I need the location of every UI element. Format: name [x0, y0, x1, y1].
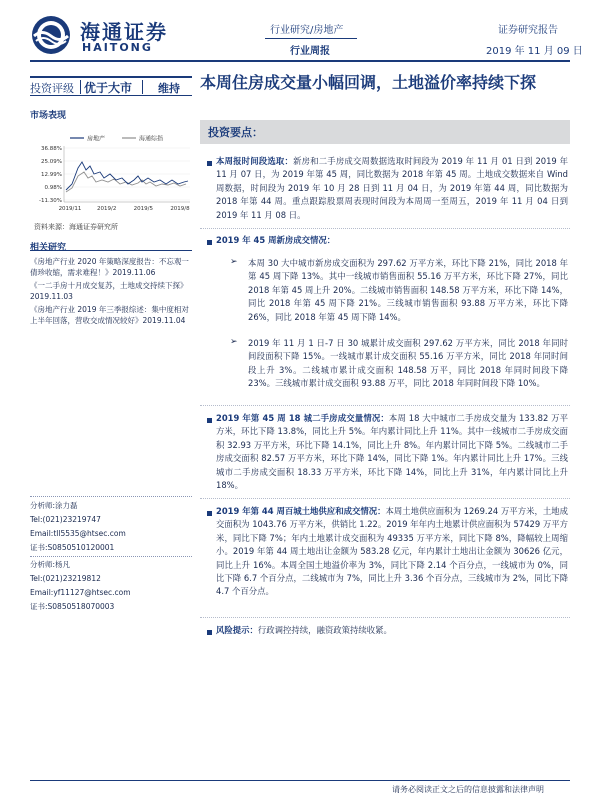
rating-divider: [142, 80, 143, 94]
paragraph-text: 本周土地供应面积为 1269.24 万平方米，土地成交面积为 1043.76 万平方米，供销比 1.22。2019 年年内土地累计供应面积为 57429 万平方米，同比下降 7%；年内土地累计成交面积为 49335 万平方米，同比下降 8%，降幅较上周缩小。2019 年第 44 周土地出让金额为 583.28 亿元，年内累计土地出让金额为 30626 亿元，同比上升 16%。本周全国土地溢价率为 3%，同比下降 2.14 个百分点，一线城市为 0%，同比下降 6.7 个百分点，二线城市为 7%，同比上升 3.36 个百分点，三线城市为 2%，同比下降 4.7 个百分点。: [216, 506, 568, 597]
market-performance-chart: [30, 132, 192, 220]
paragraph-risk: [216, 624, 568, 637]
paragraph-new-home-cumulative: 2019 年 11 月 1 日-7 日 30 城累计成交面积 297.62 万平方米，同比 2018 年同时间段面积下降 15%。一线城市累计成交面积 55.16 万平方米，同比 2018 年同时间段上升 3%。二线城市累计成交面积 148.58 万平，同比 2018 年同时间段下降 23%。三线城市累计成交面积 93.88 万平，同比 2018 年同时间段下降 10%。: [248, 338, 568, 389]
paragraph-second-hand: [216, 412, 568, 492]
paragraph-period: [216, 155, 568, 222]
analyst-divider: [30, 496, 192, 497]
related-report-link[interactable]: 《一二手房十月成交复苏，土地成交持续下探》2019.11.03: [30, 281, 188, 301]
x-tick-label: 2019/11: [58, 206, 82, 212]
report-label: 证券研究报告: [498, 25, 558, 36]
rating-value: 优于大市: [84, 81, 133, 95]
rating-action: 维持: [158, 82, 180, 95]
series-line-real-estate: [66, 162, 188, 190]
paragraph-new-home-weekly: 本周 30 大中城市新房成交面积为 297.62 万平方米，环比下降 21%，同比 2018 年第 45 周下降 13%。其中一线城市销售面积 55.16 万平方米，环比下降 27%，同比 2018 年第 45 周上升 20%。二线城市销售面积 148.58 万平方米，环比下降 14%，同比 2018 年第 45 周下降 21%。三线城市销售面积 93.88 万平方米，环比下降 26%，同比 2018 年第 45 周下降 14%。: [248, 258, 568, 322]
market-performance-title: 市场表现: [30, 111, 67, 121]
chart-source: 资料来源：海通证券研究所: [34, 223, 118, 231]
x-tick-label: 2019/5: [133, 206, 154, 212]
paragraph-label: 风险提示：: [216, 625, 258, 635]
y-tick-label: 25.09%: [41, 159, 62, 165]
bullet-icon: [207, 161, 212, 166]
legend-label-real-estate: 房地产: [87, 135, 106, 143]
analyst-divider: [30, 556, 192, 557]
analyst-name: 分析师:杨凡: [30, 560, 71, 569]
related-report-link[interactable]: 《房地产行业 2019 年三季报综述：集中度相对上半年回落，营收交成情况较好》2019.11.04: [30, 305, 189, 325]
section-divider: [200, 617, 570, 618]
paragraph-label: 2019 年第 44 周百城土地供应和成交情况：: [216, 506, 386, 516]
header-rule: [30, 60, 570, 62]
bullet-icon: [207, 418, 212, 423]
rating-divider: [80, 80, 81, 94]
rating-box: [30, 76, 192, 96]
paragraph-new-home-heading: [216, 234, 568, 247]
y-tick-label: 0.98%: [44, 185, 62, 191]
paragraph-text: 新房和二手房成交周数据选取时间段为 2019 年 11 月 01 日到 2019 年 11 月 07 日，为 2019 年第 45 周，同比数据为 2018 年第 45 周。土地成交数据来自 Wind 周数据，时间段为 2019 年 10 月 28 日到 11 月 04 日，为 2019 年第 44 周，同比数据为 2018 年第 44 周。重点跟踪股票周表现时间段为本周周一至周五，2019 年 11 月 04 日到 2019 年 11 月 08 日。: [216, 156, 568, 220]
paragraph-label: 本周报时间段选取：: [216, 156, 294, 166]
bullet-icon: [207, 240, 212, 245]
report-category: 行业研究/房地产: [270, 25, 344, 36]
paragraph-label: 2019 年 45 周新房成交情况：: [216, 235, 336, 245]
section-divider: [200, 498, 570, 499]
y-tick-label: -11.30%: [39, 198, 62, 204]
paragraph-land: [216, 505, 568, 599]
paragraph-text: 行政调控持续，融资政策持续收紧。: [257, 625, 392, 635]
analyst-name: 分析师:涂力磊: [30, 501, 78, 510]
legend-label-index: 海通综指: [139, 135, 164, 143]
analyst-cert: 证书:S0850518070003: [30, 602, 115, 611]
logo-text-en: HAITONG: [82, 41, 153, 54]
haitong-logo-icon: [30, 14, 72, 56]
key-points-header: [200, 120, 570, 144]
analyst-tel: Tel:(021)23219747: [30, 515, 101, 524]
company-logo: [30, 14, 210, 56]
analyst-tel: Tel:(021)23219812: [30, 574, 101, 583]
y-tick-label: 36.88%: [41, 146, 62, 152]
analyst-cert: 证书:S0850510120001: [30, 543, 115, 552]
analyst-email[interactable]: Email:yf11127@htsec.com: [30, 588, 131, 597]
report-title: 本周住房成交量小幅回调，土地溢价率持续下探: [200, 73, 537, 92]
key-points-label: 投资要点：: [208, 126, 263, 139]
section-divider: [200, 228, 570, 229]
report-type: 行业周报: [290, 46, 330, 57]
paragraph-text: 本周 18 大中城市二手房成交量为 133.82 万平方米，环比下降 13.8%，同比上升 5%。年内累计同比上升 11%。其中一线城市二手房成交面积 32.93 万平方米，环比下降 14.1%，同比上升 8%。年内累计同比下降 5%。二线城市二手房成交面积 82.57 万平方米，环比下降 14%，同比下降 1%。年内累计同比上升 17%。三线城市二手房成交面积 18.33 万平方米，环比下降 14%，同比上升 31%，年内累计同比上升 18%。: [216, 413, 568, 491]
x-tick-label: 2019/8: [170, 206, 190, 212]
logo-text-cn: 海通证券: [80, 20, 168, 44]
header-divider: [265, 38, 357, 39]
footer-disclaimer: 请务必阅读正文之后的信息披露和法律声明: [392, 785, 544, 794]
report-date: 2019 年 11 月 09 日: [486, 46, 583, 57]
related-report-link[interactable]: 《房地产行业 2020 年策略深度报告：不忘观一倩珍收缩，需求难程！》2019.11.06: [30, 257, 189, 277]
section-divider: [200, 405, 570, 406]
related-research-title: 相关研究: [30, 243, 67, 253]
paragraph-label: 2019 年第 45 周 18 城二手房成交量情况：: [216, 413, 389, 423]
y-tick-label: 12.99%: [41, 172, 62, 178]
bullet-icon: [207, 630, 212, 635]
rating-label: 投资评级: [30, 82, 74, 95]
x-tick-label: 2019/2: [96, 206, 117, 212]
bullet-icon: [207, 511, 212, 516]
arrow-bullet-icon: ➢: [230, 257, 238, 267]
analyst-email[interactable]: Email:tll5535@htsec.com: [30, 529, 126, 538]
arrow-bullet-icon: ➢: [230, 337, 238, 347]
footer-rule: [30, 780, 570, 781]
